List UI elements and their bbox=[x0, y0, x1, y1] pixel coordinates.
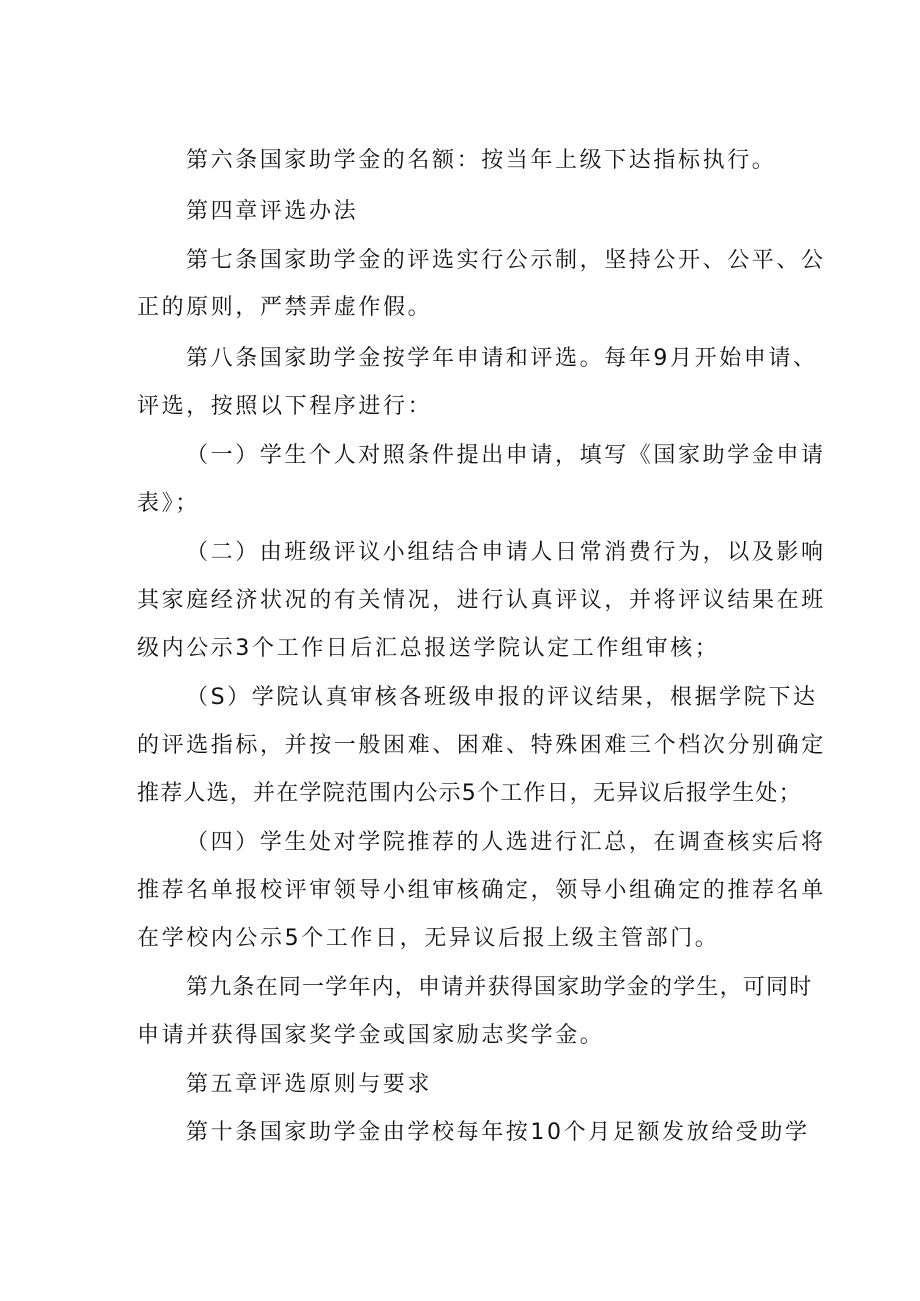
article-7-line-1: 第七条国家助学金的评选实行公示制，坚持公开、公平、公 bbox=[186, 248, 826, 273]
item-4-line-1: （四）学生处对学院推荐的人选进行汇总，在调查核实后将 bbox=[186, 830, 826, 855]
item-3-line-1: （S）学院认真审核各班级申报的评议结果，根据学院下达 bbox=[186, 685, 818, 710]
item-2-line-1: （二）由班级评议小组结合申请人日常消费行为，以及影响 bbox=[186, 540, 826, 565]
item-1-line-2: 表》； bbox=[137, 491, 200, 516]
article-10-line-1: 第十条国家助学金由学校每年按10个月足额发放给受助学 bbox=[186, 1120, 810, 1145]
item-1-line-1: （一）学生个人对照条件提出申请，填写《国家助学金申请 bbox=[186, 443, 826, 468]
item-2-line-2: 其家庭经济状况的有关情况，进行认真评议，并将评议结果在班 bbox=[137, 588, 826, 613]
article-8-line-1: 第八条国家助学金按学年申请和评选。每年9月开始申请、 bbox=[186, 346, 818, 371]
article-9-line-2: 申请并获得国家奖学金或国家励志奖学金。 bbox=[137, 1023, 605, 1048]
article-6-line: 第六条国家助学金的名额：按当年上级下达指标执行。 bbox=[186, 148, 777, 173]
item-3-line-2: 的评选指标，并按一般困难、困难、特殊困难三个档次分别确定 bbox=[137, 733, 826, 758]
chapter-4-heading: 第四章评选办法 bbox=[186, 199, 359, 224]
item-4-line-2: 推荐名单报校评审领导小组审核确定，领导小组确定的推荐名单 bbox=[137, 878, 826, 903]
article-7-line-2: 正的原则，严禁弄虚作假。 bbox=[137, 295, 433, 320]
item-2-line-3: 级内公示3个工作日后汇总报送学院认定工作组审核； bbox=[137, 636, 720, 661]
item-3-line-3: 推荐人选，并在学院范围内公示5个工作日，无异议后报学生处； bbox=[137, 781, 802, 806]
item-4-line-3: 在学校内公示5个工作日，无异议后报上级主管部门。 bbox=[137, 926, 720, 951]
article-9-line-1: 第九条在同一学年内，申请并获得国家助学金的学生，可同时 bbox=[186, 975, 813, 1000]
chapter-5-heading: 第五章评选原则与要求 bbox=[186, 1072, 433, 1097]
article-8-line-2: 评选，按照以下程序进行： bbox=[137, 394, 433, 419]
